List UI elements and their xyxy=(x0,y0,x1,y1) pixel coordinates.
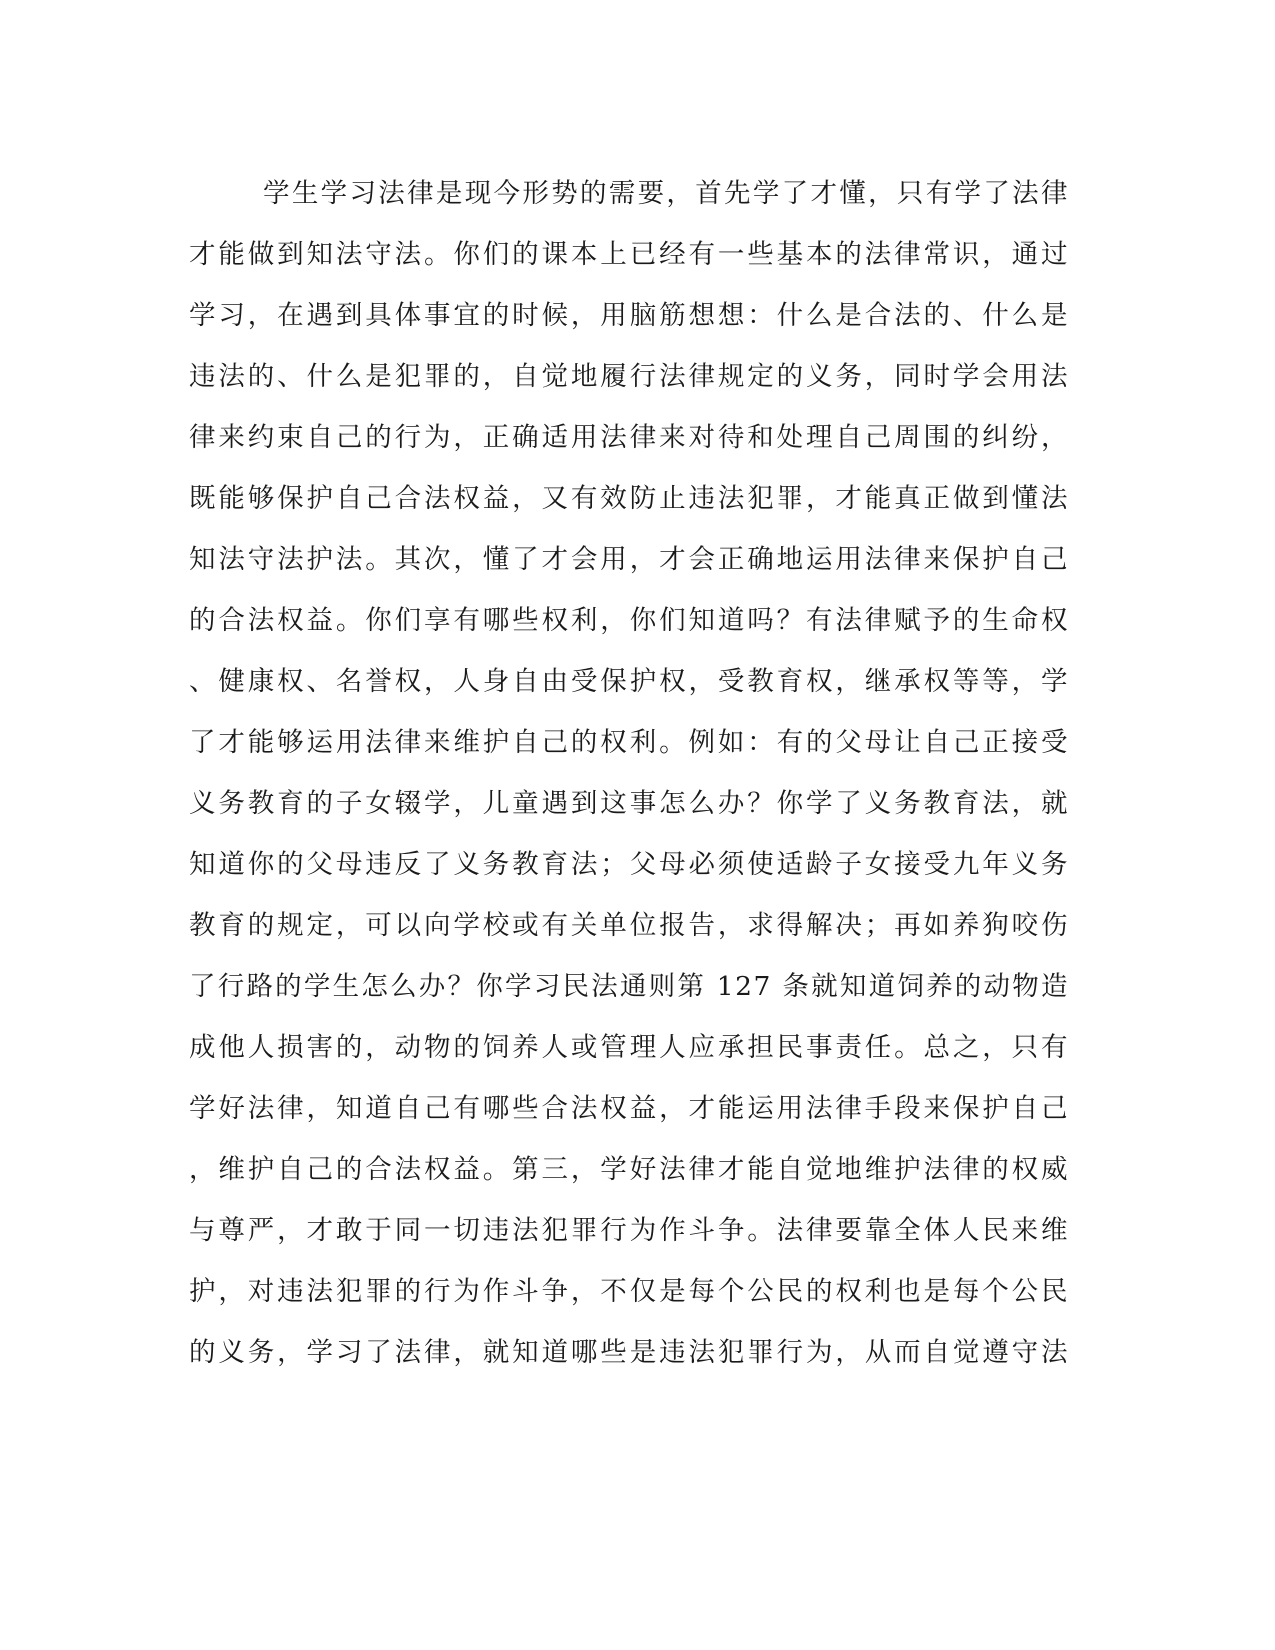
paragraph-line: 成他人损害的，动物的饲养人或管理人应承担民事责任。总之，只有 xyxy=(189,1032,1069,1063)
paragraph-line: 律来约束自己的行为，正确适用法律来对待和处理自己周围的纠纷， xyxy=(189,422,1069,453)
paragraph-line: 才能做到知法守法。你们的课本上已经有一些基本的法律常识，通过 xyxy=(189,239,1069,270)
paragraph-line: 学好法律，知道自己有哪些合法权益，才能运用法律手段来保护自己 xyxy=(189,1093,1069,1124)
paragraph-line: 违法的、什么是犯罪的，自觉地履行法律规定的义务，同时学会用法 xyxy=(189,361,1069,392)
paragraph-line: 学生学习法律是现今形势的需要，首先学了才懂，只有学了法律 xyxy=(263,178,1069,209)
paragraph-line: 既能够保护自己合法权益，又有效防止违法犯罪，才能真正做到懂法 xyxy=(189,483,1069,514)
paragraph-line: 了行路的学生怎么办？你学习民法通则第 127 条就知道饲养的动物造 xyxy=(189,971,1069,1002)
paragraph-line: 教育的规定，可以向学校或有关单位报告，求得解决；再如养狗咬伤 xyxy=(189,910,1069,941)
paragraph-line: 知道你的父母违反了义务教育法；父母必须使适龄子女接受九年义务 xyxy=(189,849,1069,880)
paragraph-line: 的义务，学习了法律，就知道哪些是违法犯罪行为，从而自觉遵守法 xyxy=(189,1337,1069,1368)
paragraph-line: 、健康权、名誉权，人身自由受保护权，受教育权，继承权等等，学 xyxy=(189,666,1069,697)
paragraph-line: 学习，在遇到具体事宜的时候，用脑筋想想：什么是合法的、什么是 xyxy=(189,300,1069,331)
paragraph-line: 知法守法护法。其次，懂了才会用，才会正确地运用法律来保护自己 xyxy=(189,544,1069,575)
paragraph-line: 与尊严，才敢于同一切违法犯罪行为作斗争。法律要靠全体人民来维 xyxy=(189,1215,1069,1246)
paragraph-line: 的合法权益。你们享有哪些权利，你们知道吗？有法律赋予的生命权 xyxy=(189,605,1069,636)
paragraph-line: ，维护自己的合法权益。第三，学好法律才能自觉地维护法律的权威 xyxy=(189,1154,1069,1185)
paragraph-line: 护，对违法犯罪的行为作斗争，不仅是每个公民的权利也是每个公民 xyxy=(189,1276,1069,1307)
body-paragraph xyxy=(189,163,1069,1383)
paragraph-line: 了才能够运用法律来维护自己的权利。例如：有的父母让自己正接受 xyxy=(189,727,1069,758)
paragraph-line: 义务教育的子女辍学，儿童遇到这事怎么办？你学了义务教育法，就 xyxy=(189,788,1069,819)
